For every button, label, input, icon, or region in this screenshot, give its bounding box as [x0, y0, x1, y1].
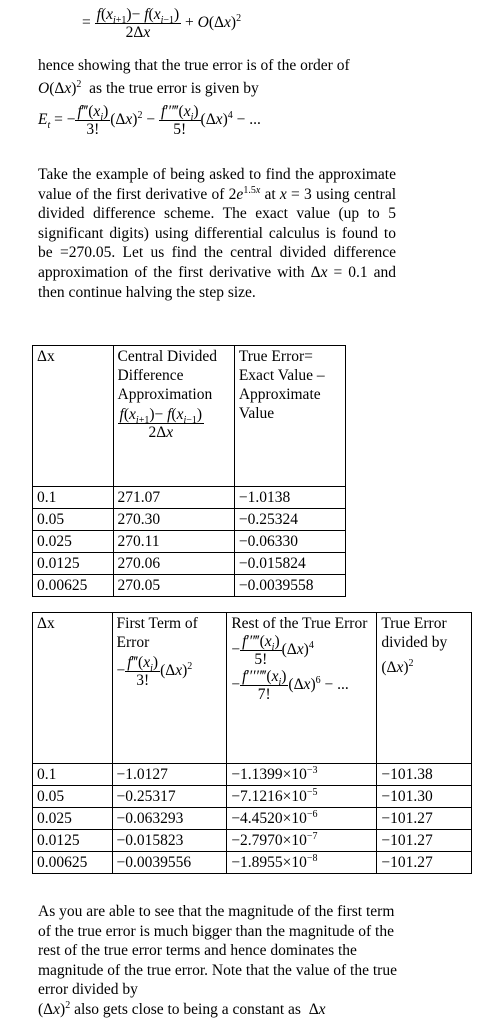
cell-approx: 271.07 [113, 487, 234, 509]
table-row [33, 509, 346, 531]
header-rest-of-error: Rest of the True Error − $\frac{f''‴(x_i)}{5!}$ $(\Delta x)^4$ − $\frac{f''''‴(x_i)}{7!}$ $(\Delta x)^6$ − ... [227, 613, 377, 764]
table-row [33, 487, 346, 509]
cell-error: −1.0138 [234, 487, 345, 509]
header-central-approx: Central Divided Difference Approximation $\frac{f(x_{i+1})- f(x_{i-1})}{2\Delta x}$ [113, 346, 234, 487]
header-true-error-divided: True Error divided by $(\Delta x)^2$ [377, 613, 472, 764]
cell-first-term: −1.0127 [112, 764, 227, 786]
header-first-term: First Term of Error − $\frac{f‴(x_i)}{3!}$ $(\Delta x)^2$ [112, 613, 227, 764]
cell-divided: −101.27 [377, 830, 472, 852]
table-row [33, 830, 472, 852]
table-error-terms [32, 612, 472, 874]
cell-first-term: −0.015823 [112, 830, 227, 852]
table-row [33, 786, 472, 808]
cell-dx: 0.00625 [33, 575, 114, 597]
table-row [33, 764, 472, 786]
cell-error: −0.06330 [234, 531, 345, 553]
header-true-error: True Error= Exact Value – Approximate Value [234, 346, 345, 487]
cell-divided: −101.27 [377, 852, 472, 874]
table-header-row [33, 613, 472, 764]
intro-line-2: $O(\Delta x)^2$ as the true error is given by [38, 78, 259, 97]
closing-paragraph: As you are able to see that the magnitude of the first term of the true error is much bigger than the magnitude of the rest of the true error terms and hence dominates the magnitude of the true error. Note that the value of the true error divided by $(\Delta x)^2$ also gets close to being a constant as Δx [38, 903, 397, 1018]
table-row [33, 808, 472, 830]
cell-rest: $-4.4520\times 10^{-6}$ [227, 808, 377, 830]
top-equation: = $\frac{f(x_{i+1})- f(x_{i-1})}{2\Delta x}$ + $O(\Delta x)^2$ [82, 6, 242, 41]
cell-rest: $-1.1399\times 10^{-3}$ [227, 764, 377, 786]
intro-line-1: hence showing that the true error is of the order of [38, 57, 350, 74]
cell-first-term: −0.0039556 [112, 852, 227, 874]
cell-dx: 0.1 [33, 764, 113, 786]
header-dx: Δx [33, 346, 114, 487]
cell-divided: −101.27 [377, 808, 472, 830]
cell-dx: 0.1 [33, 487, 114, 509]
cell-divided: −101.30 [377, 786, 472, 808]
cell-error: −0.0039558 [234, 575, 345, 597]
table-row [33, 852, 472, 874]
true-error-equation: $E_t$ = − $\frac{f‴(x_i)}{3!}$ $(\Delta x)^2$ − $\frac{f''‴(x_i)}{5!}$ $(\Delta x)^4$ − ... [38, 103, 261, 138]
cell-first-term: −0.063293 [112, 808, 227, 830]
table-central-difference [32, 345, 346, 597]
cell-dx: 0.05 [33, 509, 114, 531]
table-row [33, 553, 346, 575]
cell-divided: −101.38 [377, 764, 472, 786]
cell-dx: 0.025 [33, 808, 113, 830]
cell-first-term: −0.25317 [112, 786, 227, 808]
cell-error: −0.015824 [234, 553, 345, 575]
cell-approx: 270.05 [113, 575, 234, 597]
cell-approx: 270.06 [113, 553, 234, 575]
cell-rest: $-7.1216\times 10^{-5}$ [227, 786, 377, 808]
cell-error: −0.25324 [234, 509, 345, 531]
cell-rest: $-1.8955\times 10^{-8}$ [227, 852, 377, 874]
cell-dx: 0.05 [33, 786, 113, 808]
cell-approx: 270.30 [113, 509, 234, 531]
example-paragraph: Take the example of being asked to find the approximate value of the first derivative of $2e^{1.5x}$ at x = 3 using central divided difference scheme. The exact value (up to 5 significant digits) using differential calculus is found to be =270.05. Let us find the central divided difference approximation of the first derivative with Δx = 0.1 and then continue halving the step size. [38, 166, 397, 301]
header-dx: Δx [33, 613, 113, 764]
table-header-row [33, 346, 346, 487]
cell-dx: 0.00625 [33, 852, 113, 874]
cell-dx: 0.0125 [33, 553, 114, 575]
table-row [33, 575, 346, 597]
cell-dx: 0.025 [33, 531, 114, 553]
cell-approx: 270.11 [113, 531, 234, 553]
cell-dx: 0.0125 [33, 830, 113, 852]
table-row [33, 531, 346, 553]
cell-rest: $-2.7970\times 10^{-7}$ [227, 830, 377, 852]
